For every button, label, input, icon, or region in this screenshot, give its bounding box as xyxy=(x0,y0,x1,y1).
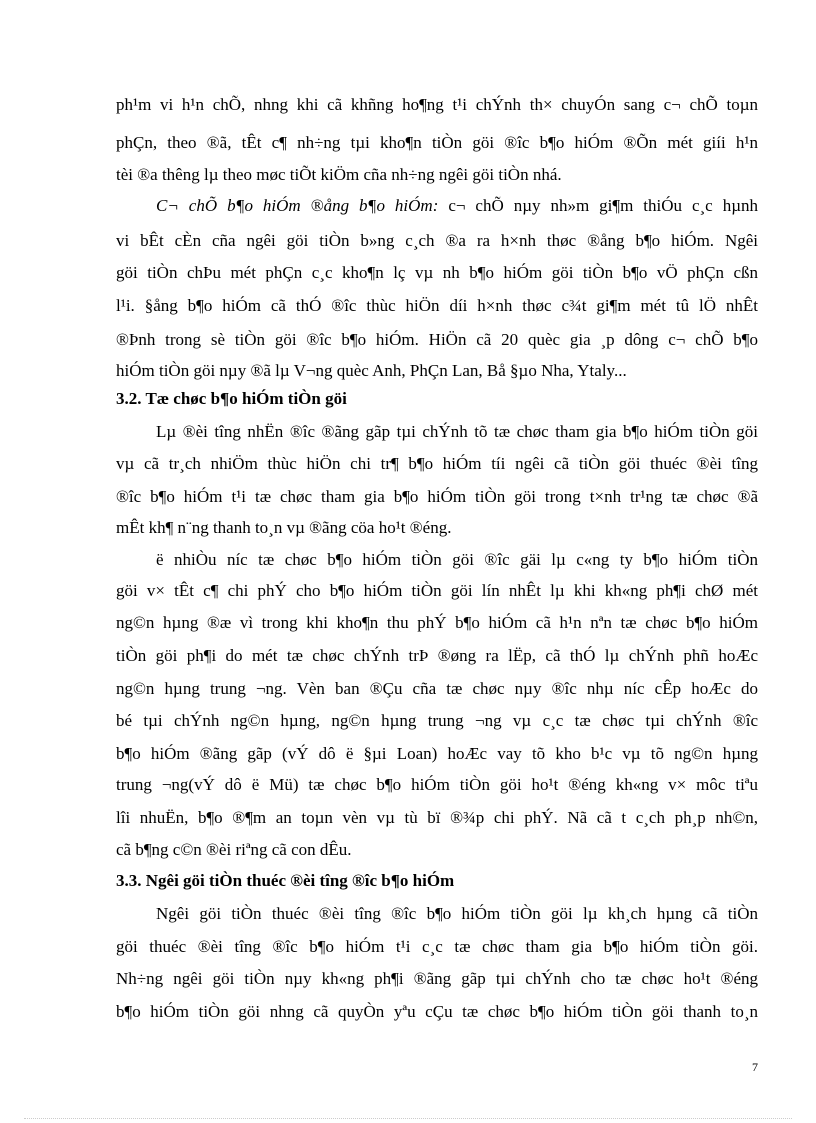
text-line: vi bÊt cÈn cña ngêi göi tiÒn b»ng c¸ch ®a ra h×nh thøc ®ång b¶o hiÓm. Ngêi xyxy=(116,231,758,250)
text-line: phÇn, theo ®ã, tÊt c¶ nh÷ng tµi kho¶n tiÒn göi ®îc b¶o hiÓm ®Õn mét giíi h¹n xyxy=(116,133,758,152)
text-line: l¹i. §ång b¶o hiÓm cã thÓ ®îc thùc hiÖn díi h×nh thøc c¾t gi¶m mét tû lÖ nhÊt xyxy=(116,296,758,315)
text-line-continuation: c¬ chÕ nµy nh»m gi¶m thiÓu c¸c hµnh xyxy=(438,196,758,215)
text-line: ph¹m vi h¹n chÕ, nhng khi cã khñng ho¶ng t¹i chÝnh th× chuyÓn sang c¬ chÕ toµn xyxy=(116,95,758,114)
text-line: mÊt kh¶ n¨ng thanh to¸n vµ ®ãng cöa ho¹t ®éng. xyxy=(116,518,452,537)
text-line: trung ¬ng(vÝ dô ë Mü) tæ chøc b¶o hiÓm tiÒn göi ho¹t ®éng kh«ng v× môc tiªu xyxy=(116,775,758,794)
text-line: Nh÷ng ngêi göi tiÒn nµy kh«ng ph¶i ®ãng gãp tµi chÝnh cho tæ chøc ho¹t ®éng xyxy=(116,969,758,988)
text-line: b¶o hiÓm tiÒn göi nhng cã quyÒn yªu cÇu tæ chøc b¶o hiÓm tiÒn göi thanh to¸n xyxy=(116,1002,758,1021)
text-line: ë nhiÒu níc tæ chøc b¶o hiÓm tiÒn göi ®îc gäi lµ c«ng ty b¶o hiÓm tiÒn xyxy=(156,550,758,569)
text-line: bé tµi chÝnh ng©n hµng, ng©n hµng trung ¬ng vµ c¸c tæ chøc tµi chÝnh ®îc xyxy=(116,711,758,730)
text-line: lîi nhuËn, b¶o ®¶m an toµn vèn vµ tù bï ®¾p chi phÝ. Nã cã t c¸ch ph¸p nh©n, xyxy=(116,808,758,827)
text-line: Lµ ®èi tîng nhËn ®îc ®ãng gãp tµi chÝnh tõ tæ chøc tham gia b¶o hiÓm tiÒn göi xyxy=(156,422,758,441)
text-line: ®Þnh trong sè tiÒn göi ®îc b¶o hiÓm. HiÖn cã 20 quèc gia ¸p dông c¬ chÕ b¶o xyxy=(116,330,758,349)
text-line: göi tiÒn chÞu mét phÇn c¸c kho¶n lç vµ nh b¶o hiÓm göi tiÒn b¶o vÖ phÇn cßn xyxy=(116,263,758,282)
text-line: ng©n hµng ®æ vì trong khi kho¶n thu phÝ b¶o hiÓm cã h¹n nªn tæ chøc b¶o hiÓm xyxy=(116,613,758,632)
italic-term: C¬ chÕ b¶o hiÓm ®ång b¶o hiÓm: xyxy=(156,196,439,215)
text-line: Ngêi göi tiÒn thuéc ®èi tîng ®îc b¶o hiÓm tiÒn göi lµ kh¸ch hµng cã tiÒn xyxy=(156,904,758,923)
page-bottom-divider xyxy=(24,1118,792,1119)
section-heading: 3.3. Ngêi göi tiÒn thuéc ®èi tîng ®îc b¶o hiÓm xyxy=(116,871,455,890)
text-line: b¶o hiÓm ®ãng gãp (vÝ dô ë §µi Loan) hoÆc vay tõ kho b¹c vµ tõ ng©n hµng xyxy=(116,744,758,763)
text-line: ®îc b¶o hiÓm t¹i tæ chøc tham gia b¶o hiÓm tiÒn göi trong t×nh tr¹ng tæ chøc ®ã xyxy=(116,487,758,506)
text-line: ng©n hµng trung ¬ng. Vèn ban ®Çu cña tæ chøc nµy ®îc nhµ níc cÊp hoÆc do xyxy=(116,679,758,698)
text-line: tèi ®a thêng lµ theo møc tiÕt kiÖm cña nh÷ng ngêi göi tiÒn nhá. xyxy=(116,165,562,184)
text-line: cã b¶ng c©n ®èi riªng cã con dÊu. xyxy=(116,840,352,859)
text-line: göi thuéc ®èi tîng ®îc b¶o hiÓm t¹i c¸c tæ chøc tham gia b¶o hiÓm tiÒn göi. xyxy=(116,937,758,956)
section-heading: 3.2. Tæ chøc b¶o hiÓm tiÒn göi xyxy=(116,389,347,408)
text-line: tiÒn göi ph¶i do mét tæ chøc chÝnh trÞ ®øng ra lËp, cã thÓ lµ chÝnh phñ hoÆc xyxy=(116,646,758,665)
text-line: vµ cã tr¸ch nhiÖm thùc hiÖn chi tr¶ b¶o hiÓm tíi ngêi cã tiÒn göi thuéc ®èi tîng xyxy=(116,454,758,473)
text-line: göi v× tÊt c¶ chi phÝ cho b¶o hiÓm tiÒn göi lín nhÊt lµ khi kh«ng ph¶i chØ mét xyxy=(116,581,758,600)
text-line xyxy=(156,196,758,216)
page-number: 7 xyxy=(752,1060,758,1074)
text-line: hiÓm tiÒn göi nµy ®ã lµ V¬ng quèc Anh, PhÇn Lan, Bå §µo Nha, Ytaly... xyxy=(116,361,627,380)
